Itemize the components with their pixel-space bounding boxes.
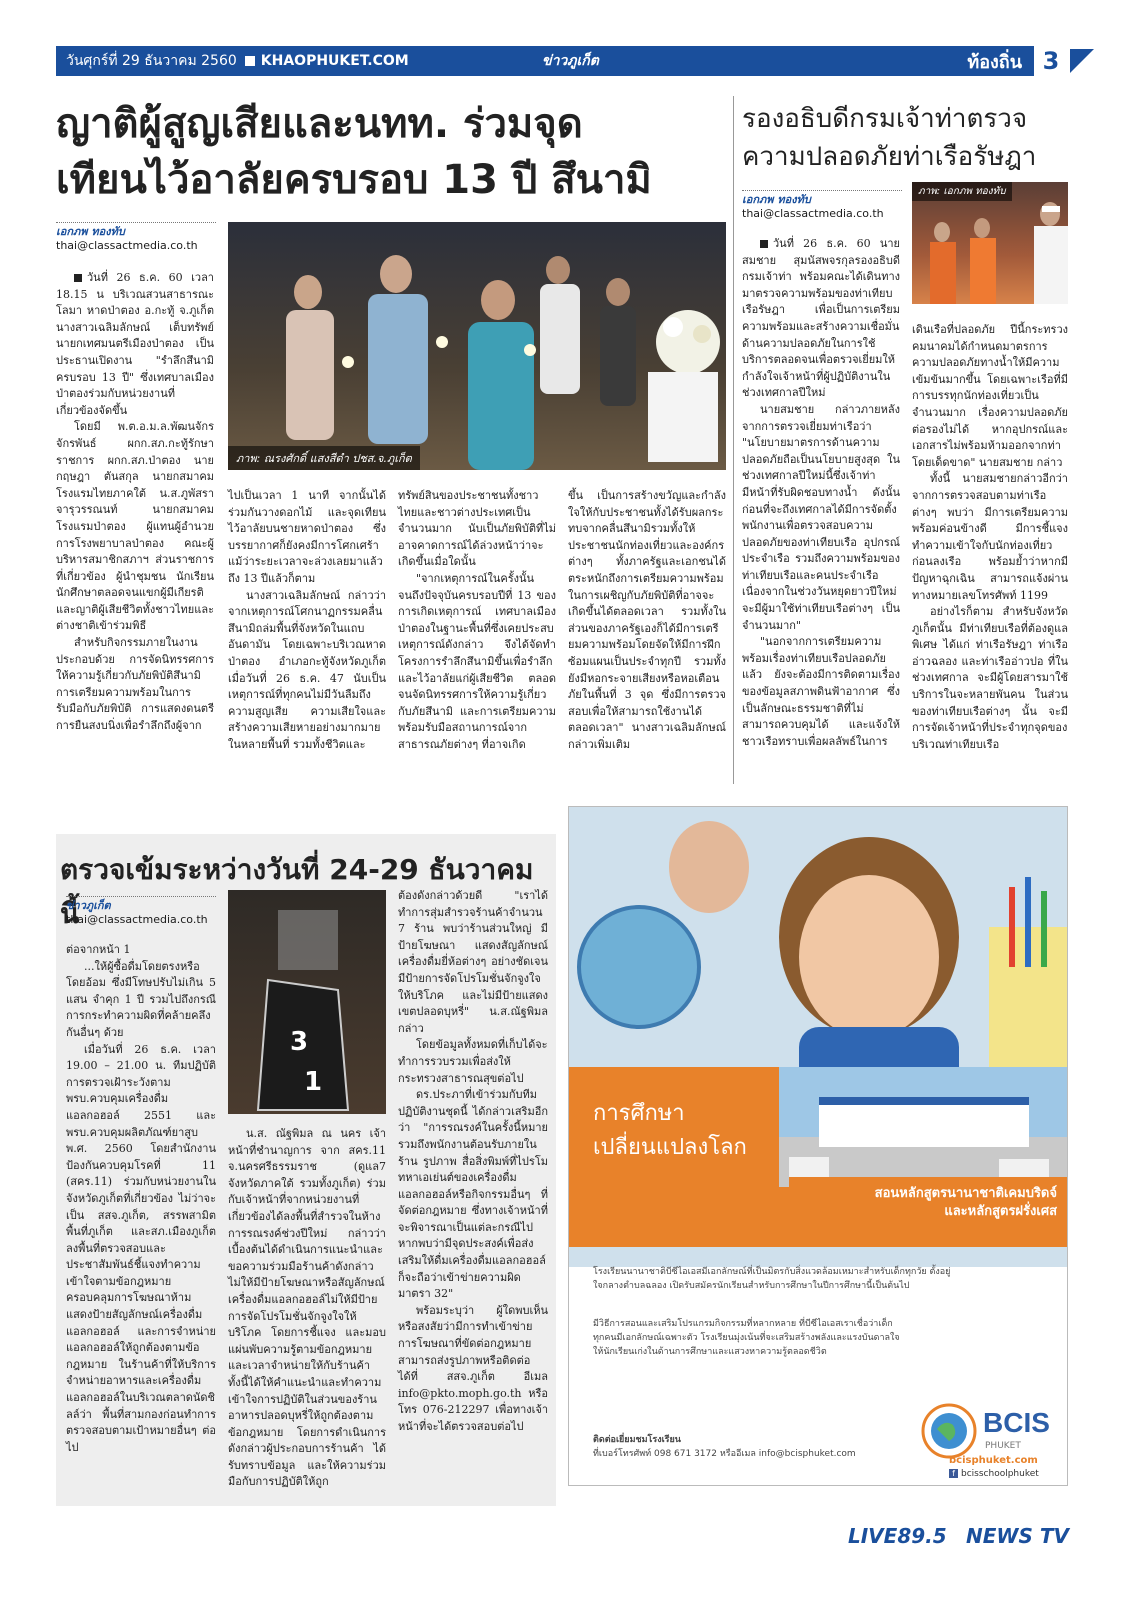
bullet-square	[74, 274, 82, 282]
story3-para-6: ดร.ประภาที่เข้าร่วมกับทีมปฏิบัติงานชุดนี้ ได้กล่าวเสริมอีกว่า "การรณรงค์ในครั้งนี้หมายรวมถึงพนักงานต้อนรับภายในร้าน รูปภาพ สื่อสิ่งพิมพ์ที่ไปรโมทหาเอเย่นต์ของเครื่องดื่มแอลกอฮอล์หรือกิจกรรมอื่นๆ ที่จัดต่อกฎหมาย ซึ่งทางเจ้าหน้าที่จะพิจารณาเป็นแต่ละกรณีไป หากพบว่ามีจุดประสงค์เพื่อส่งเสริมให้ดื่มเครื่องดื่มแอลกอฮอล์ ก็จะถือว่าเข้าข่ายความผิด มาตรา 32"	[398, 1088, 548, 1301]
byline-rule	[56, 222, 216, 223]
ad-bar-line1: สอนหลักสูตรนานาชาติเคมบริดจ์	[874, 1186, 1057, 1201]
bcis-brand-sub: PHUKET	[985, 1441, 1021, 1451]
story3-para-7: พร้อมระบุว่า ผู้ใดพบเห็นหรือสงสัยว่ามีการทำเข้าข่ายการโฆษณาที่ขัดต่อกฎหมาย สามารถส่งรูปภาพหรือติดต่อได้ที่ สสจ.ภูเก็ต อีเมล info@pkto.moph.go.th หรือโทร 076-212297 เพื่อทางเจ้าหน้าที่จะได้ตรวจสอบต่อไป	[398, 1303, 548, 1433]
ad-intro-text: โรงเรียนนานาชาติบีซีไอเอสมีเอกลักษณ์ที่เป็นมิตรกับสิ่งแวดล้อมเหมาะสำหรับเด็กทุกวัย ตั้งอยู่ใจกลางตำบลฉลอง เปิดรับสมัครนักเรียนสำหรับการศึกษาในปีการศึกษานี้เป็นต้นไป	[593, 1267, 951, 1291]
story3-photo	[228, 890, 386, 1114]
bcis-brand	[983, 1407, 1050, 1439]
story3-author: ข่าวภูเก็ต	[66, 899, 111, 912]
ad-body-text: มีวิธีการสอนและเสริมโปรแกรมกิจกรรมที่หลากหลาย ที่บีซีไอเอสเราเชื่อว่าเด็กทุกคนมีเอกลักษณ์เฉพาะตัว โรงเรียนมุ่งเน้นที่จะเสริมสร้างพลังและแรงบันดาลใจให้นักเรียนเก่งในด้านการศึกษาและแสวงหาความรู้ตลอดชีวิต	[593, 1319, 900, 1357]
story3-byline	[66, 896, 216, 927]
story1-column-4	[568, 488, 726, 754]
ad-contact-label: ติดต่อเยี่ยมชมโรงเรียน	[593, 1435, 681, 1445]
story2-column-2	[912, 322, 1068, 753]
vigil-people-image	[228, 222, 726, 470]
story3-para-1: ...ให้ผู้ซื้อดื่มโดยตรงหรือโดยอ้อม ซึ่งมีโทษปรับไม่เกิน 5 แสน จำคุก 1 ปี รวมไปถึงกรณีการกระทำความผิดที่คล้ายคลึงกันอื่นๆ ด้วย	[66, 959, 216, 1039]
facebook-icon: f	[949, 1469, 958, 1478]
ad-contact-details[interactable]: ที่เบอร์โทรศัพท์ 098 671 3172 หรืออีเมล info@bcisphuket.com	[593, 1449, 856, 1459]
ad-contact	[593, 1433, 913, 1461]
story1-para-1	[56, 270, 214, 419]
story1-para-7: "จากเหตุการณ์ในครั้งนั้นจนถึงปัจจุบันครบรอบปีที่ 13 ของการเกิดเหตุการณ์ เทศบาลเมืองป่าตองในฐานะพื้นที่ซึ่งเคยประสบเหตุการณ์ดังกล่าว จึงได้จัดทำโครงการรำลึกสึนามิขึ้นเพื่อรำลึกและไว้อาลัยแก่ผู้เสียชีวิต ตลอดจนจัดนิทรรศการให้ความรู้เกี่ยวกับภัยสึนามิ และการเตรียมความพร้อมรับมือสถานการณ์จากสาธารณภัยต่างๆ ที่อาจเกิด	[398, 571, 556, 751]
corner-triangle-icon	[1070, 46, 1094, 76]
ad-curriculum-bar	[789, 1177, 1068, 1237]
section-label: ท้องถิ่น	[967, 51, 1022, 73]
story3-para-4: ต้องดังกล่าวด้วยดี "เราได้ทำการสุ่มสำรวจร้านค้าจำนวน 7 ร้าน พบว่าร้านส่วนใหญ่ มีป้ายโฆษณา แสดงสัญลักษณ์เครื่องดื่มยี่ห้อต่างๆ อย่างชัดเจน มีป้ายการจัดโปรโมชั่นจักจูงใจให้บริโภค และไม่มีป้ายแสดงเขตปลอดบุหรี่" น.ส.ณัฐพิมล กล่าว	[398, 889, 548, 1035]
story1-column-3	[398, 488, 556, 754]
issue-date: วันศุกร์ที่ 29 ธันวาคม 2560	[66, 53, 237, 69]
story1-para-3: สำหรับกิจกรรมภายในงานประกอบด้วย การจัดนิทรรศการให้ความรู้เกี่ยวกับภัยพิบัติสึนามิ การเตรียมความพร้อมในการรับมือกับภัยพิบัติ การแสดงดนตรี การยืนสงบนิ่งเพื่อรำลึกถึงผู้จาก	[56, 636, 214, 733]
story3-para-5: โดยข้อมูลทั้งหมดที่เก็บได้จะทำการรวบรวมเพื่อส่งให้กระทรวงสาธารณสุขต่อไป	[398, 1038, 548, 1085]
footer-logo-newstv	[966, 1524, 1069, 1548]
story2-author: เอกภพ ทองทับ	[742, 193, 811, 206]
byline-rule	[742, 190, 902, 191]
svg-text:1: 1	[304, 1067, 323, 1097]
story3-email[interactable]: thai@classactmedia.co.th	[66, 913, 208, 926]
story3-headline: ตรวจเข้มระหว่างวันที่ 24-29 ธันวาคม นี้	[60, 853, 534, 930]
story1-column-1	[56, 270, 214, 735]
story1-headline	[56, 96, 736, 208]
story2-headline	[742, 100, 1072, 176]
page-number: 3	[1032, 46, 1068, 76]
bullet-square	[760, 240, 768, 248]
ad-bar-line2: และหลักสูตรฝรั่งเศส	[944, 1204, 1057, 1219]
story2-para-3: "นอกจากการเตรียมความพร้อมเรื่องท่าเทียบเรือปลอดภัยแล้ว ยังจะต้องมีการติดตามเรื่องของข้อมูลสภาพดินฟ้าอากาศ ซึ่งเป็นลักษณะธรรมชาติที่ไม่สามารถควบคุมได้ และแจ้งให้ชาวเรือทราบเพื่อผลลัพธ์ในการ	[742, 635, 900, 748]
story1-byline	[56, 222, 216, 253]
ad-website[interactable]: bcisphuket.com	[949, 1455, 1038, 1466]
story3-para-2: เมื่อวันที่ 26 ธ.ค. เวลา 19.00 – 21.00 น. ทีมปฏิบัติการตรวจเฝ้าระวังตาม พรบ.ควบคุมเครื่องดื่มแอลกอฮอล์ 2551 และพรบ.ควบคุมผลิตภัณฑ์ยาสูบ พ.ศ. 2560 โดยสำนักงานป้องกันควบคุมโรคที่ 11 (สคร.11) ร่วมกับหน่วยงานในจังหวัดภูเก็ตที่เกี่ยวข้อง ไม่ว่าจะเป็น สสจ.ภูเก็ต, สรรพสามิตพื้นที่ภูเก็ต และสภ.เมืองภูเก็ต ลงพื้นที่ตรวจสอบและประชาสัมพันธ์ชี้แจงทำความเข้าใจตามข้อกฎหมาย ครอบคลุมการโฆษณาห้ามแสดงป้ายสัญลักษณ์เครื่องดื่มแอลกอฮอล์ และการจำหน่ายแอลกอฮอล์ให้ถูกต้องตามข้อกฎหมาย ในร้านค้าที่ให้บริการจำหน่ายอาหารและเครื่องดื่มแอลกอฮอล์ในบริเวณตลาดนัดชิลล์ว่า พื้นที่สามกองก่อนทำการตรวจสอบตามเป้าหมายอื่นๆ ต่อไป	[66, 1042, 216, 1454]
school-advertisement[interactable]	[568, 806, 1068, 1486]
story2-para-1	[742, 236, 900, 402]
story2-photo	[912, 182, 1068, 304]
story3-para-3: น.ส. ณัฐพิมล ณ นคร เจ้าหน้าที่ชำนาญการ จาก สคร.11 จ.นครศรีธรรมราช (ดูแล7 จังหวัดภาคใต้ รวมทั้งภูเก็ต) ร่วมกับเจ้าหน้าที่จากหน่วยงานที่เกี่ยวข้องได้ลงพื้นที่สำรวจในห้างการรณรงค์ช่วงปีใหม่ กล่าวว่า เบื้องต้นได้ดำเนินการแนะนำและขอความร่วมมือร้านค้าดังกล่าวไม่ให้มีป้ายโฆษณาหรือสัญลักษณ์เครื่องดื่มแอลกอฮอล์ไม่ให้มีป้ายการจัดโปรโมชั่นจักจูงใจให้บริโภค โดยการชี้แจง และมอบแผ่นพับความรู้ตามข้อกฎหมายและเวลาจำหน่ายให้กับร้านค้า ทั้งนี้ได้ให้คำแนะนำและทำความเข้าใจการปฏิบัติในส่วนของร้านอาหารปลอดบุหรี่ให้ถูกต้องตามข้อกฎหมาย โดยการดำเนินการดังกล่าวผู้ประกอบการร้านค้า ได้รับทราบข้อมูล และให้ความร่วมมือกับการปฏิบัติให้ถูก	[228, 1127, 386, 1489]
story2-headline-line1: รองอธิบดีกรมเจ้าท่าตรวจ	[742, 104, 1028, 134]
story1-para-4: ไปเป็นเวลา 1 นาที จากนั้นได้ร่วมกันวางดอกไม้ และจุดเทียนไว้อาลัยบนชายหาดป่าตอง ซึ่งบรรยากาศก็ยังคงมีการโศกเศร้าแม้ว่าระยะเวลาจะล่วงเลยมาแล้วถึง 13 ปีแล้วก็ตาม	[228, 489, 386, 585]
story2-column-1	[742, 236, 900, 750]
story2-email[interactable]: thai@classactmedia.co.th	[742, 207, 884, 220]
story1-para-6: ทรัพย์สินของประชาชนทั้งชาวไทยและชาวต่างประเทศเป็นจำนวนมาก นับเป็นภัยพิบัติที่ไม่อาจคาดการณ์ได้ล่วงหน้าว่าจะเกิดขึ้นเมื่อใดนั้น	[398, 489, 556, 569]
story1-author: เอกภพ ทองทับ	[56, 225, 125, 238]
story2-para-4: เดินเรือที่ปลอดภัย ปีนี้กระทรวงคมนาคมได้กำหนดมาตรการความปลอดภัยทางน้ำให้มีความเข้มข้นมากขึ้น โดยเฉพาะเรือที่มีการบรรทุกนักท่องเที่ยวเป็นจำนวนมาก เรื่องความปลอดภัยต่อรองไม่ได้ หากอุปกรณ์และเอกสารไม่พร้อมห้ามออกจากท่าโดยเด็ดขาด" นายสมชาย กล่าว	[912, 323, 1068, 469]
story3-column-3	[398, 888, 548, 1436]
story1-para-5: นางสาวเฉลิมลักษณ์ กล่าวว่า จากเหตุการณ์โศกนาฏกรรมคลื่นสึนามิถล่มพื้นที่จังหวัดในแถบอันดามัน โดยเฉพาะบริเวณหาดป่าตอง อำเภอกะทู้จังหวัดภูเก็ต เมื่อวันที่ 26 ธ.ค. 47 นับเป็นเหตุการณ์ที่ทุกคนไม่มีวันลืมถึงความสูญเสีย ความเสียใจและสร้างความเสียหายอย่างมากมายในหลายพื้นที่ รวมทั้งชีวิตและ	[228, 588, 386, 751]
bcis-brand-name: BCIS	[983, 1407, 1050, 1438]
school-campus-image	[779, 1067, 1068, 1187]
story1-column-2	[228, 488, 386, 754]
ad-title-line1: การศึกษา	[593, 1101, 685, 1126]
bcis-globe-icon	[919, 1401, 979, 1461]
byline-rule	[66, 896, 216, 897]
story1-headline-line2: เทียนไว้อาลัยครบรอบ 13 ปี สึนามิ	[56, 157, 652, 203]
story2-byline	[742, 190, 902, 221]
story1-headline-line1: ญาติผู้สูญเสียและนทท. ร่วมจุด	[56, 101, 583, 147]
story1-para-2: โดยมี พ.ต.อ.ม.ล.พัฒนจักร จักรพันธ์ ผกก.สภ.กะทู้รักษาราชการ ผกก.สภ.ป่าตอง นายกฤษฎา ตันสกุล นายกสมาคมโรงแรมไทยภาคใต้ น.ส.ภูพัสรา จารุวรรณนท์ นายกสมาคมโรงแรมป่าตอง ผู้แทนผู้อำนวยการโรงพยาบาลป่าตอง คณะผู้บริหารสมาชิกสภาฯ ส่วนราชการที่เกี่ยวข้อง ผู้นำชุมชน นักเรียนนักศึกษาตลอดจนแขกผู้มีเกียรติ และญาติผู้เสียชีวิตทั้งชาวไทยและต่างชาติเข้าร่วมพิธี	[56, 420, 214, 633]
story1-photo-caption: ภาพ: ณรงศักดิ์ แสงสีดำ ปชส.จ.ภูเก็ต	[228, 446, 420, 470]
bar-sign-image	[228, 890, 386, 1114]
svg-text:3: 3	[290, 1027, 309, 1057]
footer-logo-newstv-text: NEWS TV	[966, 1524, 1069, 1548]
footer-logo-live	[848, 1524, 947, 1548]
story2-para-1-text: วันที่ 26 ธ.ค. 60 นายสมชาย สุมนัสพจรกุลรองอธิบดีกรมเจ้าท่า พร้อมคณะได้เดินทางมาตรวจความพร้อมของท่าเทียบเรือรัษฎา เพื่อเป็นการเตรียมความพร้อมและสร้างความเชื่อมั่นด้านความปลอดภัยในการใช้บริการตลอดจนเพื่อตรวจเยี่ยมให้กำลังใจเจ้าหน้าที่ผู้ปฏิบัติงานในช่วงเทศกาลปีใหม่	[742, 237, 900, 400]
site-link[interactable]: KHAOPHUKET.COM	[260, 53, 409, 69]
story2-para-6: อย่างไรก็ตาม สำหรับจังหวัดภูเก็ตนั้น มีท่าเทียบเรือที่ต้องดูแลพิเศษ ได้แก่ ท่าเรือรัษฎา ท่าเรืออ่าวฉลอง และท่าเรืออ่าวปอ ที่ในช่วงเทศกาล จะมีผู้โดยสารมาใช้บริการในจะหลายพันคน ในส่วนของท่าเทียบเรือต่างๆ นั้น จะมีการจัดเจ้าหน้าที่ประจำทุกจุดของบริเวณท่าเทียบเรือ	[912, 605, 1068, 751]
page-header	[56, 46, 1068, 76]
story2-para-2: นายสมชาย กล่าวภายหลังจากการตรวจเยี่ยมท่าเรือว่า "นโยบายมาตรการด้านความปลอดภัยถือเป็นนโยบายสูงสุด ในช่วงเทศกาลปีใหม่นี้ซึ่งเจ้าท่ามีหน้าที่รับผิดชอบทางน้ำ ดังนั้นก่อนที่จะถึงเทศกาลได้มีการจัดตั้งพนักงานเพื่อตรวจสอบความปลอดภัยของท่าเทียบเรือ อุปกรณ์ประจำเรือ รวมถึงความพร้อมของท่าเทียบเรือและคนประจำเรือ เนื่องจากในช่วงวันหยุดยาวปีใหม่จะมีผู้มาใช้ท่าเทียบเรือต่างๆ เป็นจำนวนมาก"	[742, 402, 900, 632]
story1-para-1-text: วันที่ 26 ธ.ค. 60 เวลา 18.15 น บริเวณสวนสาธารณะโลมา หาดป่าตอง อ.กะทู้ จ.ภูเก็ต นางสาวเฉลิมลักษณ์ เต็บทรัพย์ นายกเทศมนตรีเมืองป่าตอง เป็นประธานเปิดงาน "รำลึกสึนามิ ครบรอบ 13 ปี" ซึ่งเทศบาลเมืองป่าตองร่วมกับหน่วยงานที่เกี่ยวข้องจัดขึ้น	[56, 271, 214, 417]
story2-para-5: ทั้งนี้ นายสมชายกล่าวอีกว่า จากการตรวจสอบตามท่าเรือต่างๆ พบว่า มีการเตรียมความพร้อมค่อนข้างดี มีการชี้แจงทำความเข้าใจกับนักท่องเที่ยวก่อนลงเรือ พร้อมย้ำว่าหากมีปัญหาฉุกเฉิน สามารถแจ้งผ่านทางหมายเลขโทรศัพท์ 1199	[912, 472, 1068, 602]
story1-email[interactable]: thai@classactmedia.co.th	[56, 239, 198, 252]
story3-column-2	[228, 1126, 386, 1491]
column-divider	[733, 96, 734, 784]
story2-headline-line2: ความปลอดภัยท่าเรือรัษฎา	[742, 142, 1037, 172]
story3-column-1	[66, 942, 216, 1456]
ad-facebook-handle: bcisschoolphuket	[961, 1469, 1039, 1479]
publication-logo: ข่าวภูเก็ต	[542, 53, 599, 69]
separator-square	[245, 56, 255, 66]
ad-facebook[interactable]	[949, 1469, 1039, 1479]
story3-continued-label: ต่อจากหน้า 1	[66, 943, 131, 956]
ad-title	[593, 1097, 747, 1165]
ad-title-line2: เปลี่ยนแปลงโลก	[593, 1135, 747, 1160]
story1-photo	[228, 222, 726, 470]
footer-logo-live-text: LIVE89.5	[848, 1524, 947, 1548]
story2-photo-caption: ภาพ: เอกภพ ทองทับ	[912, 182, 1012, 201]
story1-para-8: ขึ้น เป็นการสร้างขวัญและกำลังใจให้กับประชาชนทั้งได้รับผลกระทบจากคลื่นสึนามิรวมทั้งให้ประชาชนนักท่องเที่ยวและองค์กรต่างๆ ทั้งภาครัฐและเอกชนได้ตระหนักถึงการเตรียมความพร้อมในการเผชิญกับภัยพิบัติที่อาจจะเกิดขึ้นได้ตลอดเวลา รวมทั้งในส่วนของภาครัฐเองก็ได้มีการเตรียมความพร้อมโดยจัดให้มีการฝึกซ้อมแผนเป็นประจำทุกปี รวมทั้งยังมีหอกระจายเสียงหรือหอเตือนภัยในพื้นที่ 3 จุด ซึ่งมีการตรวจสอบเพื่อให้สามารถใช้งานได้ตลอดเวลา" นางสาวเฉลิมลักษณ์ กล่าวเพิ่มเติม	[568, 489, 726, 751]
